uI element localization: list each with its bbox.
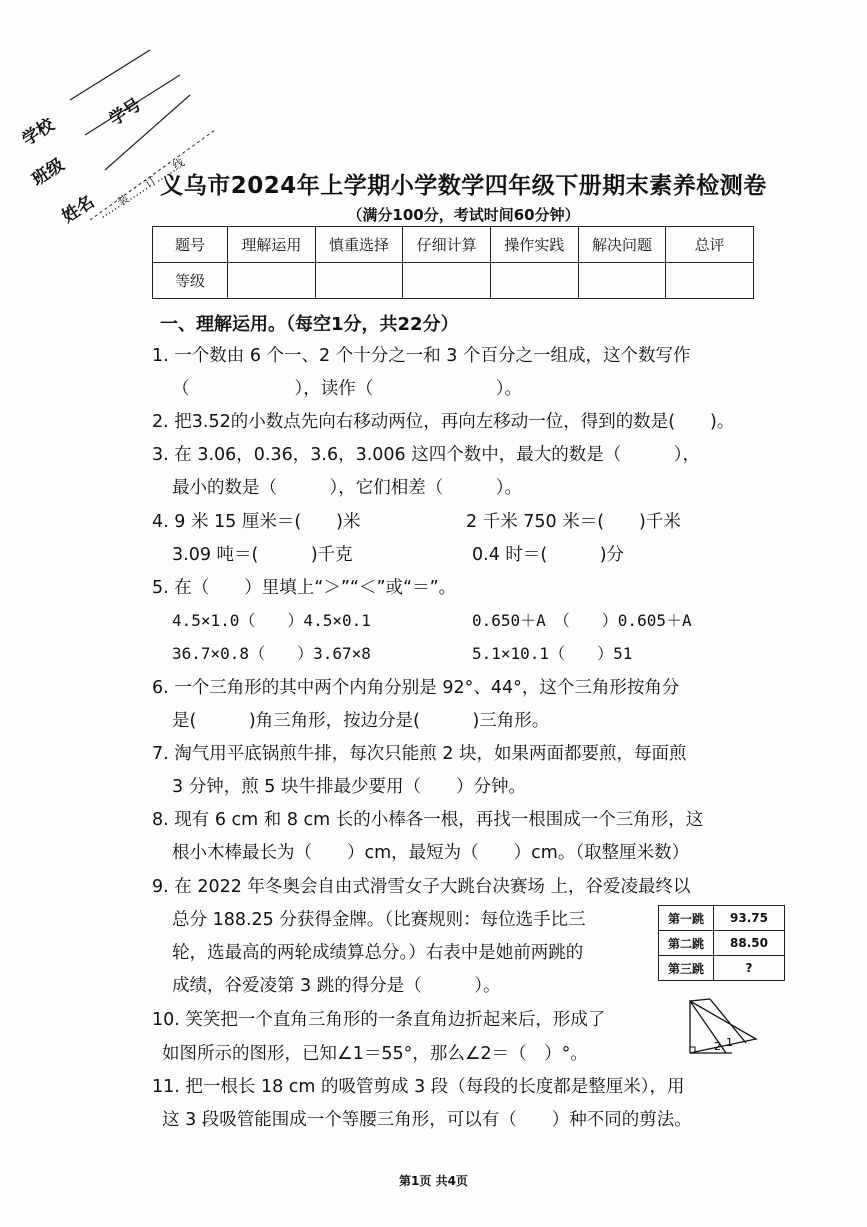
page-subtitle: （满分100分，考试时间60分钟） [347,206,580,224]
question-line: 4. 9 米 15 厘米＝( )米 [152,512,361,532]
question-line: 1. 一个数由 6 个一、2 个十分之一和 3 个百分之一组成，这个数写作 [152,346,691,366]
jump-row [659,931,785,956]
score-table-grade-row [153,263,754,299]
question-line: 2 千米 750 米＝( )千米 [466,512,681,532]
score-header-cell: 仔细计算 [403,227,491,263]
grade-cell[interactable] [490,263,578,299]
jump-value: 93.75 [714,906,785,931]
angle-2-label: 2 [714,1040,721,1053]
page-title: 义乌市2024年上学期小学数学四年级下册期末素养检测卷 [160,173,767,199]
folded-triangle-figure [686,995,762,1057]
grade-label: 等级 [153,263,228,299]
score-header-cell: 慎重选择 [315,227,403,263]
grade-cell[interactable] [228,263,316,299]
question-line: 0.4 时＝( )分 [472,545,625,565]
question-line: 轮，选最高的两轮成绩算总分。）右表中是她前两跳的 [172,943,584,963]
number-label: 学号 [105,94,146,131]
score-header-cell: 总评 [666,227,754,263]
grade-cell[interactable] [315,263,403,299]
binding-margin [18,40,220,230]
jump-score-table [658,905,785,981]
page-footer: 第1页 共4页 [399,1174,468,1188]
question-line: 6. 一个三角形的其中两个内角分别是 92°、44°，这个三角形按角分 [152,678,680,698]
question-line: 10. 笑笑把一个直角三角形的一条直角边折起来后，形成了 [152,1010,606,1030]
jump-label: 第二跳 [659,931,714,956]
question-line: 5. 在（ ）里填上“＞”“＜”或“＝”。 [152,578,457,598]
question-line: 4.5×1.0（ ）4.5×0.1 [172,611,371,630]
binding-line-text: ……装……订……线 [96,156,187,221]
grade-cell[interactable] [666,263,754,299]
question-line: 5.1×10.1（ ）51 [472,644,633,663]
question-line: 总分 188.25 分获得金牌。（比赛规则：每位选手比三 [172,910,586,930]
question-line: 这 3 段吸管能围成一个等腰三角形，可以有（ ）种不同的剪法。 [162,1110,692,1130]
question-line: 0.650＋A （ ）0.605＋A [472,611,692,630]
school-label: 学校 [18,114,59,151]
jump-label: 第三跳 [659,956,714,981]
question-line: 3 分钟，煎 5 块牛排最少要用（ ）分钟。 [172,777,526,797]
question-line: （ ），读作（ ）。 [172,379,522,399]
question-line: 8. 现有 6 cm 和 8 cm 长的小棒各一根，再找一根围成一个三角形，这 [152,810,704,830]
score-header-cell: 操作实践 [490,227,578,263]
question-line: 成绩，谷爱凌第 3 跳的得分是（ ）。 [172,976,501,996]
question-line: 3. 在 3.06，0.36，3.6，3.006 这四个数中，最大的数是（ ）， [152,445,700,465]
question-line: 9. 在 2022 年冬奥会自由式滑雪女子大跳台决赛场 上，谷爱凌最终以 [152,877,691,897]
jump-row [659,956,785,981]
score-table-header [153,227,754,263]
question-line: 2. 把3.52的小数点先向右移动两位，再向左移动一位，得到的数是( )。 [152,412,735,432]
question-line: 如图所示的图形，已知∠1＝55°，那么∠2＝（ ）°。 [162,1044,588,1064]
question-line: 3.09 吨＝( )千克 [172,545,353,565]
angle-1-label: 1 [726,1036,733,1049]
score-table [152,226,754,299]
jump-row [659,906,785,931]
question-line: 是( )角三角形，按边分是( )三角形。 [172,711,550,731]
question-line: 11. 把一根长 18 cm 的吸管剪成 3 段（每段的长度都是整厘米），用 [152,1077,685,1097]
grade-cell[interactable] [578,263,666,299]
score-header-cell: 题号 [153,227,228,263]
name-label: 姓名 [58,191,99,228]
class-label: 班级 [28,154,69,191]
score-header-cell: 理解运用 [228,227,316,263]
jump-value: 88.50 [714,931,785,956]
section-heading: 一、理解运用。（每空1分，共22分） [160,314,459,335]
question-line: 7. 淘气用平底锅煎牛排，每次只能煎 2 块，如果两面都要煎，每面煎 [152,744,687,764]
grade-cell[interactable] [403,263,491,299]
score-header-cell: 解决问题 [578,227,666,263]
question-line: 最小的数是（ ），它们相差（ ）。 [172,478,522,498]
question-line: 36.7×0.8（ ）3.67×8 [172,644,371,663]
jump-value: ? [714,956,785,981]
question-line: 根小木棒最长为（ ）cm，最短为（ ）cm。（取整厘米数） [172,843,690,863]
jump-label: 第一跳 [659,906,714,931]
